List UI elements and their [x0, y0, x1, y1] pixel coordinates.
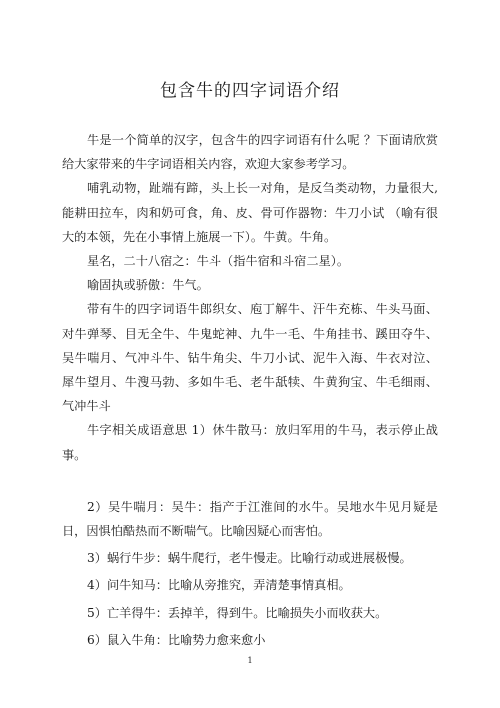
idiom-item: 6）鼠入牛角：比喻势力愈来愈小	[87, 632, 266, 647]
idiom-item: 3）蜗行牛步：蜗牛爬行，老牛慢走。比喻行动或进展极慢。	[87, 551, 412, 566]
document-title: 包含牛的四字词语介绍	[160, 81, 340, 101]
document-body	[62, 128, 438, 655]
idiom-list-paragraph: 带有牛的四字词语牛郎织女、庖丁解牛、汗牛充栋、牛头马面、 对牛弹琴、目无全牛、牛鬼蛇神、九牛一毛、牛角挂书、蹊田夺牛、 吴牛喘月、气冲斗牛、钻牛角尖、牛刀小试、泥牛入海、牛衣对泣、 犀牛望月、牛溲马勃、多如牛毛、老牛舐犊、牛黄狗宝、牛毛细雨、 气冲牛斗	[62, 302, 438, 414]
metaphor-paragraph: 喻固执或骄傲：牛气。	[87, 278, 209, 293]
paragraph-gap	[62, 467, 438, 495]
definition-paragraph: 哺乳动物，趾端有蹄，头上长一对角，是反刍类动物，力量很大,能耕田拉车，肉和奶可食，角、皮、骨可作器物：牛刀小试 （喻有很大的本领，先在小事情上施展一下）。牛黄。牛角。	[62, 181, 438, 244]
idiom-item: 2）吴牛喘月：吴牛：指产于江淮间的水牛。吴地水牛见月疑是 日，因惧怕酷热而不断喘气。比喻因疑心而害怕。	[62, 499, 438, 539]
intro-paragraph: 牛是一个简单的汉字，包含牛的四字词语有什么呢 ？下面请欣赏给大家带来的牛字词语相关内容，欢迎大家参考学习。	[62, 133, 438, 172]
idiom-item: 5）亡羊得牛：丢掉羊，得到牛。比喻损失小而收获大。	[87, 605, 388, 620]
page-number: 1	[247, 656, 253, 665]
star-name-paragraph: 星名，二十八宿之：牛斗（指牛宿和斗宿二星）。	[87, 254, 350, 269]
idiom-item: 4）问牛知马：比喻从旁推究，弄清楚事情真相。	[87, 578, 351, 593]
idiom-meaning-paragraph: 牛字相关成语意思 1）休牛散马：放归军用的牛马，表示停止战 事。	[62, 423, 438, 462]
